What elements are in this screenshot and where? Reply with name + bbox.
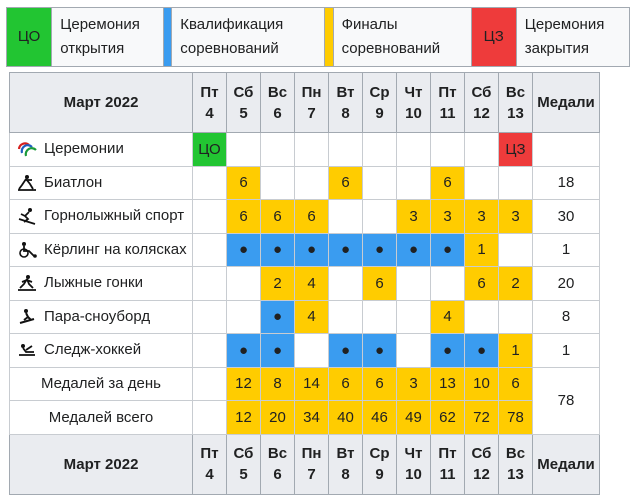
date-label: 6 — [273, 104, 282, 122]
medals-header: Медали — [533, 434, 600, 494]
weekday-label: Пн — [301, 445, 322, 462]
date-label: 6 — [273, 466, 282, 483]
weekday-label: Пн — [301, 83, 322, 101]
schedule-cell — [329, 133, 363, 167]
summary-cell: 78 — [499, 401, 533, 435]
sport-row — [10, 334, 600, 368]
medals-count: 30 — [533, 200, 600, 234]
schedule-cell — [431, 133, 465, 167]
date-label: 12 — [473, 104, 490, 122]
day-header — [227, 434, 261, 494]
date-label: 4 — [205, 466, 214, 483]
medals-count: 18 — [533, 166, 600, 200]
date-label: 8 — [341, 466, 350, 483]
legend-label-opening: Церемония открытия — [52, 8, 163, 67]
date-label: 12 — [473, 466, 490, 483]
biathlon-icon — [16, 174, 38, 192]
schedule-cell: ЦЗ — [499, 133, 533, 167]
summary-cell: 14 — [295, 367, 329, 401]
schedule-cell — [193, 233, 227, 267]
legend-swatch-qualification — [163, 8, 172, 67]
medals-count: 8 — [533, 300, 600, 334]
schedule-cell: 4 — [295, 267, 329, 301]
per-day-label: Медалей за день — [10, 367, 193, 401]
summary-cell: 8 — [261, 367, 295, 401]
schedule-cell: 6 — [363, 267, 397, 301]
schedule-cell: 6 — [227, 200, 261, 234]
day-header — [295, 73, 329, 133]
schedule-cell: ● — [329, 334, 363, 368]
schedule-cell — [397, 300, 431, 334]
schedule-cell: 4 — [431, 300, 465, 334]
header-row — [10, 434, 600, 494]
schedule-cell — [193, 334, 227, 368]
legend-label-qualification: Квалификация соревнований — [172, 8, 325, 67]
summary-cell: 12 — [227, 401, 261, 435]
schedule-cell — [193, 166, 227, 200]
schedule-cell — [193, 200, 227, 234]
schedule-cell — [329, 200, 363, 234]
schedule-cell — [329, 267, 363, 301]
sport-row — [10, 133, 600, 167]
summary-cell: 46 — [363, 401, 397, 435]
date-label: 11 — [439, 104, 456, 122]
weekday-label: Вс — [267, 445, 288, 462]
schedule-cell — [363, 300, 397, 334]
schedule-cell — [363, 200, 397, 234]
schedule-cell — [431, 267, 465, 301]
schedule-cell: ● — [363, 334, 397, 368]
sport-row — [10, 166, 600, 200]
weekday-label: Ср — [369, 83, 390, 101]
sport-cell — [10, 300, 193, 334]
schedule-cell — [295, 166, 329, 200]
sledge-hockey-icon — [16, 341, 38, 359]
schedule-cell: ● — [431, 233, 465, 267]
schedule-cell — [397, 133, 431, 167]
summary-cell: 62 — [431, 401, 465, 435]
schedule-cell: ● — [363, 233, 397, 267]
snowboard-icon — [16, 308, 38, 326]
weekday-label: Вс — [505, 83, 526, 101]
legend-swatch-finals — [324, 8, 333, 67]
schedule-cell: 6 — [329, 166, 363, 200]
schedule-cell — [499, 166, 533, 200]
summary-cell: 40 — [329, 401, 363, 435]
schedule-cell: ● — [431, 334, 465, 368]
month-header: Март 2022 — [10, 73, 193, 133]
schedule-cell: 2 — [499, 267, 533, 301]
summary-cell — [193, 401, 227, 435]
day-header — [363, 73, 397, 133]
summary-cell: 13 — [431, 367, 465, 401]
sport-link[interactable]: Горнолыжный спорт — [44, 207, 185, 225]
summary-cell: 6 — [329, 367, 363, 401]
day-header — [295, 434, 329, 494]
date-label: 5 — [239, 104, 248, 122]
schedule-cell — [295, 334, 329, 368]
schedule-cell — [193, 300, 227, 334]
schedule-cell: ● — [261, 334, 295, 368]
day-header — [431, 434, 465, 494]
schedule-cell — [465, 300, 499, 334]
weekday-label: Пт — [200, 445, 219, 462]
date-label: 8 — [341, 104, 350, 122]
day-header — [431, 73, 465, 133]
sport-row — [10, 200, 600, 234]
weekday-label: Чт — [404, 445, 423, 462]
schedule-cell: 4 — [295, 300, 329, 334]
day-header — [465, 434, 499, 494]
date-label: 10 — [405, 466, 422, 483]
schedule-cell: ● — [295, 233, 329, 267]
schedule-cell — [227, 267, 261, 301]
schedule-cell: 3 — [397, 200, 431, 234]
weekday-label: Пт — [200, 83, 219, 101]
schedule-cell — [397, 334, 431, 368]
schedule-table — [9, 72, 600, 495]
day-header — [499, 73, 533, 133]
legend-label-closing: Церемония закрытия — [516, 8, 629, 67]
cumulative-row — [10, 401, 600, 435]
per-day-row — [10, 367, 600, 401]
schedule-cell: 3 — [499, 200, 533, 234]
schedule-cell — [261, 166, 295, 200]
summary-cell: 72 — [465, 401, 499, 435]
summary-cell: 6 — [363, 367, 397, 401]
schedule-cell — [329, 300, 363, 334]
wheelchair-curling-icon — [16, 241, 38, 259]
medals-count: 20 — [533, 267, 600, 301]
sport-cell — [10, 166, 193, 200]
schedule-cell: 1 — [499, 334, 533, 368]
date-label: 9 — [375, 466, 384, 483]
header-row — [10, 73, 600, 133]
weekday-label: Ср — [369, 445, 390, 462]
summary-cell: 6 — [499, 367, 533, 401]
day-header — [227, 73, 261, 133]
schedule-cell: ● — [227, 334, 261, 368]
schedule-cell: ● — [261, 233, 295, 267]
day-header — [329, 434, 363, 494]
summary-cell: 12 — [227, 367, 261, 401]
schedule-cell — [193, 267, 227, 301]
summary-cell: 34 — [295, 401, 329, 435]
schedule-cell: ● — [329, 233, 363, 267]
weekday-label: Сб — [471, 83, 492, 101]
total-medals: 78 — [533, 367, 600, 434]
summary-cell: 49 — [397, 401, 431, 435]
summary-cell: 3 — [397, 367, 431, 401]
weekday-label: Сб — [233, 83, 254, 101]
legend-swatch-closing: ЦЗ — [471, 8, 516, 67]
date-label: 13 — [507, 466, 524, 483]
day-header — [261, 73, 295, 133]
day-header — [193, 434, 227, 494]
sport-cell — [10, 267, 193, 301]
schedule-cell — [261, 133, 295, 167]
schedule-cell: 6 — [227, 166, 261, 200]
sport-link[interactable]: Пара-сноуборд — [44, 307, 151, 325]
schedule-cell: 6 — [261, 200, 295, 234]
weekday-label: Пт — [438, 83, 457, 101]
paralympic-icon — [16, 140, 38, 158]
sport-cell — [10, 133, 193, 167]
schedule-cell — [397, 267, 431, 301]
sport-link[interactable]: Церемонии — [44, 140, 124, 158]
medals-count: 1 — [533, 334, 600, 368]
sport-link[interactable]: Биатлон — [44, 173, 103, 191]
schedule-cell: ЦО — [193, 133, 227, 167]
schedule-cell: 6 — [295, 200, 329, 234]
day-header — [329, 73, 363, 133]
weekday-label: Сб — [233, 445, 254, 462]
legend-label-finals: Финалы соревнований — [333, 8, 471, 67]
schedule-cell: ● — [227, 233, 261, 267]
schedule-cell — [363, 133, 397, 167]
schedule-cell: ● — [397, 233, 431, 267]
schedule-cell — [227, 133, 261, 167]
schedule-cell: 6 — [431, 166, 465, 200]
weekday-label: Вс — [505, 445, 526, 462]
day-header — [193, 73, 227, 133]
schedule-cell — [499, 300, 533, 334]
weekday-label: Вт — [336, 445, 355, 462]
summary-cell: 20 — [261, 401, 295, 435]
summary-cell: 10 — [465, 367, 499, 401]
sport-row — [10, 233, 600, 267]
sport-cell — [10, 233, 193, 267]
date-label: 7 — [307, 104, 316, 122]
sport-link[interactable]: Кёрлинг на колясках — [44, 240, 187, 258]
schedule-cell: 2 — [261, 267, 295, 301]
weekday-label: Чт — [404, 83, 423, 101]
schedule-cell: ● — [465, 334, 499, 368]
day-header — [397, 434, 431, 494]
month-header: Март 2022 — [10, 434, 193, 494]
schedule-cell — [465, 166, 499, 200]
schedule-cell — [227, 300, 261, 334]
cumulative-label: Медалей всего — [10, 401, 193, 435]
alpine-skiing-icon — [16, 207, 38, 225]
date-label: 13 — [507, 104, 524, 122]
date-label: 9 — [375, 104, 384, 122]
medals-count: 1 — [533, 233, 600, 267]
medals-header: Медали — [533, 73, 600, 133]
weekday-label: Вс — [267, 83, 288, 101]
weekday-label: Пт — [438, 445, 457, 462]
schedule-cell — [465, 133, 499, 167]
summary-cell — [193, 367, 227, 401]
day-header — [363, 434, 397, 494]
schedule-cell — [295, 133, 329, 167]
cross-country-icon — [16, 274, 38, 292]
schedule-cell: ● — [261, 300, 295, 334]
sport-cell — [10, 334, 193, 368]
date-label: 4 — [205, 104, 214, 122]
day-header — [499, 434, 533, 494]
date-label: 10 — [405, 104, 422, 122]
schedule-cell: 3 — [465, 200, 499, 234]
schedule-cell — [363, 166, 397, 200]
legend-swatch-opening: ЦО — [7, 8, 52, 67]
day-header — [261, 434, 295, 494]
sport-row — [10, 300, 600, 334]
legend — [6, 7, 630, 67]
schedule-cell: 1 — [465, 233, 499, 267]
sport-link[interactable]: Следж-хоккей — [44, 341, 142, 359]
sport-cell — [10, 200, 193, 234]
weekday-label: Вт — [336, 83, 355, 101]
medals-count — [533, 133, 600, 167]
sport-row — [10, 267, 600, 301]
sport-link[interactable]: Лыжные гонки — [44, 274, 143, 292]
date-label: 5 — [239, 466, 248, 483]
schedule-cell: 3 — [431, 200, 465, 234]
schedule-cell — [397, 166, 431, 200]
date-label: 11 — [439, 466, 456, 483]
schedule-cell: 6 — [465, 267, 499, 301]
schedule-cell — [499, 233, 533, 267]
date-label: 7 — [307, 466, 316, 483]
day-header — [397, 73, 431, 133]
weekday-label: Сб — [471, 445, 492, 462]
day-header — [465, 73, 499, 133]
